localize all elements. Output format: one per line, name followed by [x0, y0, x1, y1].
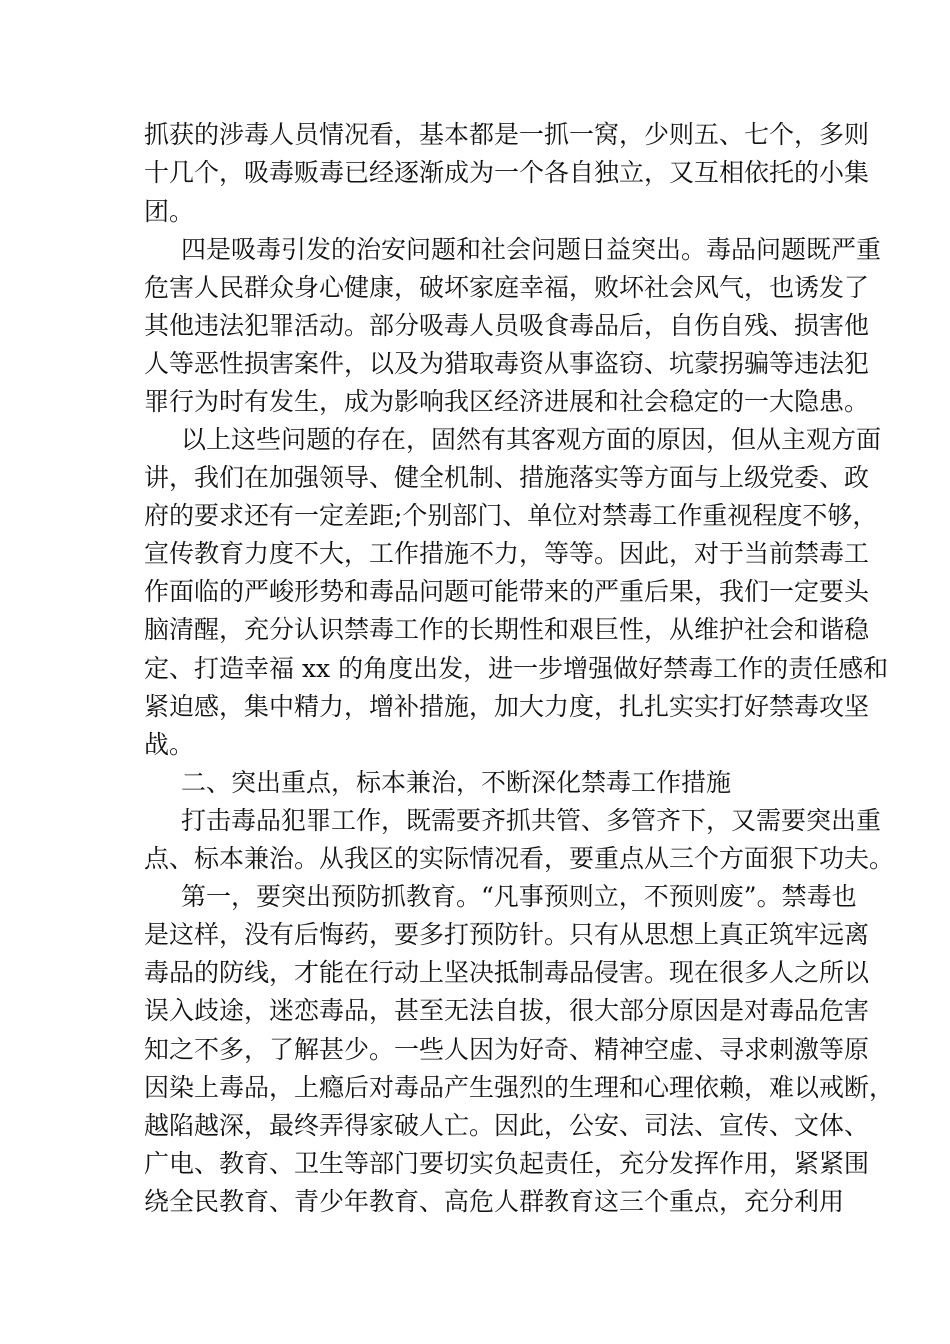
text-line: 宣传教育力度不大，工作措施不力，等等。因此，对于当前禁毒工 — [144, 539, 870, 568]
paragraph-first-line: 第一，要突出预防抓教育。“凡事预则立，不预则废”。禁毒也 — [181, 882, 857, 911]
text-line: 广电、教育、卫生等部门要切实负起责任，充分发挥作用，紧紧围 — [144, 1149, 870, 1178]
text-line: 其他违法犯罪活动。部分吸毒人员吸食毒品后，自伤自残、损害他 — [144, 311, 870, 340]
text-line: 团。 — [144, 197, 195, 226]
text-line: 紧迫感，集中精力，增补措施，加大力度，扎扎实实打好禁毒攻坚 — [144, 692, 870, 721]
text-line: 越陷越深，最终弄得家破人亡。因此，公安、司法、宣传、文体、 — [144, 1111, 870, 1140]
text-line: 知之不多，了解甚少。一些人因为好奇、精神空虚、寻求刺激等原 — [144, 1035, 870, 1064]
text-line: 脑清醒，充分认识禁毒工作的长期性和艰巨性，从维护社会和谐稳 — [144, 615, 870, 644]
text-line: 误入歧途，迷恋毒品，甚至无法自拔，很大部分原因是对毒品危害 — [144, 996, 870, 1025]
text-line: 点、标本兼治。从我区的实际情况看，要重点从三个方面狠下功夫。 — [144, 844, 895, 873]
text-line: 抓获的涉毒人员情况看，基本都是一抓一窝，少则五、七个，多则 — [144, 120, 870, 149]
text-line: 定、打造幸福 xx 的角度出发，进一步增强做好禁毒工作的责任感和 — [144, 654, 889, 683]
text-line: 是这样，没有后悔药，要多打预防针。只有从思想上真正筑牢远离 — [144, 920, 870, 949]
text-line: 府的要求还有一定差距;个别部门、单位对禁毒工作重视程度不够， — [144, 501, 878, 530]
text-line: 绕全民教育、青少年教育、高危人群教育这三个重点，充分利用 — [144, 1187, 845, 1216]
section-heading: 二、突出重点，标本兼治，不断深化禁毒工作措施 — [181, 768, 732, 797]
paragraph-first-line: 以上这些问题的存在，固然有其客观方面的原因，但从主观方面 — [181, 425, 882, 454]
text-line: 战。 — [144, 730, 195, 759]
text-line: 人等恶性损害案件，以及为猎取毒资从事盗窃、坑蒙拐骗等违法犯 — [144, 349, 870, 378]
text-line: 罪行为时有发生，成为影响我区经济进展和社会稳定的一大隐患。 — [144, 387, 870, 416]
text-line: 因染上毒品，上瘾后对毒品产生强烈的生理和心理依赖，难以戒断， — [144, 1073, 895, 1102]
text-line: 作面临的严峻形势和毒品问题可能带来的严重后果，我们一定要头 — [144, 577, 870, 606]
text-line: 讲，我们在加强领导、健全机制、措施落实等方面与上级党委、政 — [144, 463, 870, 492]
paragraph-first-line: 打击毒品犯罪工作，既需要齐抓共管、多管齐下，又需要突出重 — [181, 806, 882, 835]
text-line: 十几个，吸毒贩毒已经逐渐成为一个各自独立，又互相依托的小集 — [144, 158, 870, 187]
text-line: 危害人民群众身心健康，破坏家庭幸福，败坏社会风气，也诱发了 — [144, 273, 870, 302]
paragraph-first-line: 四是吸毒引发的治安问题和社会问题日益突出。毒品问题既严重 — [181, 235, 882, 264]
text-line: 毒品的防线，才能在行动上坚决抵制毒品侵害。现在很多人之所以 — [144, 958, 870, 987]
